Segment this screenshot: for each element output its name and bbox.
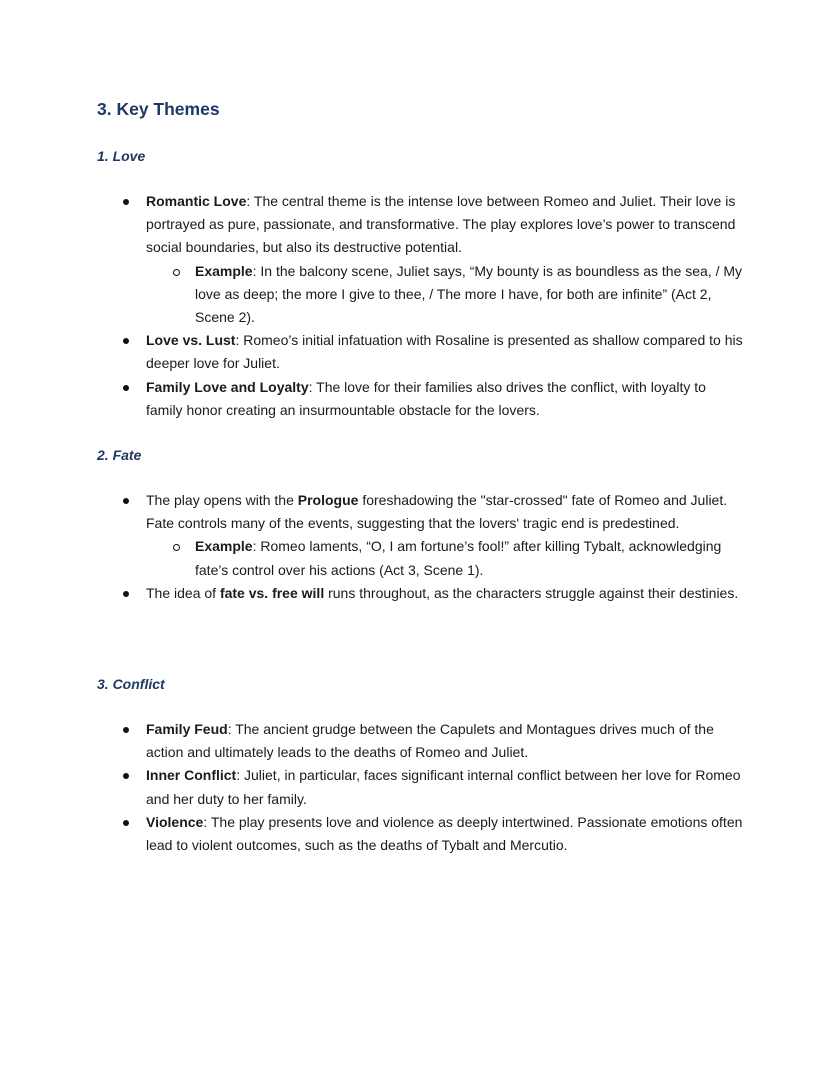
section-title-love: 1. Love xyxy=(97,148,146,164)
list-item: Love vs. Lust: Romeo’s initial infatuation with Rosaline is presented as shallow compared to his deeper love for Juliet. xyxy=(146,329,744,375)
sub-list-item: Example: In the balcony scene, Juliet says, “My bounty is as boundless as the sea, / My love as deep; the more I give to thee, / The more I have, for both are infinite” (Act 2, Scene 2). xyxy=(195,260,744,330)
hollow-bullet-icon xyxy=(173,544,180,551)
list-item: Romantic Love: The central theme is the intense love between Romeo and Juliet. Their love is portrayed as pure, passionate, and transformative. The play explores love’s power to transcend social boundaries, but also its destructive potential. xyxy=(146,190,744,260)
bullet-icon xyxy=(123,773,129,779)
love-list xyxy=(146,190,744,422)
bullet-icon xyxy=(123,498,129,504)
bullet-icon xyxy=(123,727,129,733)
bullet-icon xyxy=(123,385,129,391)
bullet-icon xyxy=(123,591,129,597)
list-item: The idea of fate vs. free will runs throughout, as the characters struggle against their destinies. xyxy=(146,582,744,605)
fate-list xyxy=(146,489,744,605)
bullet-icon xyxy=(123,338,129,344)
list-item: Family Feud: The ancient grudge between the Capulets and Montagues drives much of the action and ultimately leads to the deaths of Romeo and Juliet. xyxy=(146,718,744,764)
hollow-bullet-icon xyxy=(173,269,180,276)
bullet-icon xyxy=(123,199,129,205)
section-title-conflict: 3. Conflict xyxy=(97,676,165,692)
conflict-list xyxy=(146,718,744,857)
sub-list-item: Example: Romeo laments, “O, I am fortune’s fool!” after killing Tybalt, acknowledging fate’s control over his actions (Act 3, Scene 1). xyxy=(195,535,744,581)
list-item: The play opens with the Prologue foreshadowing the "star-crossed" fate of Romeo and Juliet. Fate controls many of the events, suggesting that the lovers' tragic end is predestined. xyxy=(146,489,744,535)
list-item: Inner Conflict: Juliet, in particular, faces significant internal conflict between her love for Romeo and her duty to her family. xyxy=(146,764,744,810)
section-title-fate: 2. Fate xyxy=(97,447,142,463)
page-heading: 3. Key Themes xyxy=(97,99,220,119)
list-item: Violence: The play presents love and violence as deeply intertwined. Passionate emotions often lead to violent outcomes, such as the deaths of Tybalt and Mercutio. xyxy=(146,811,744,857)
bullet-icon xyxy=(123,820,129,826)
list-item: Family Love and Loyalty: The love for their families also drives the conflict, with loyalty to family honor creating an insurmountable obstacle for the lovers. xyxy=(146,376,744,422)
